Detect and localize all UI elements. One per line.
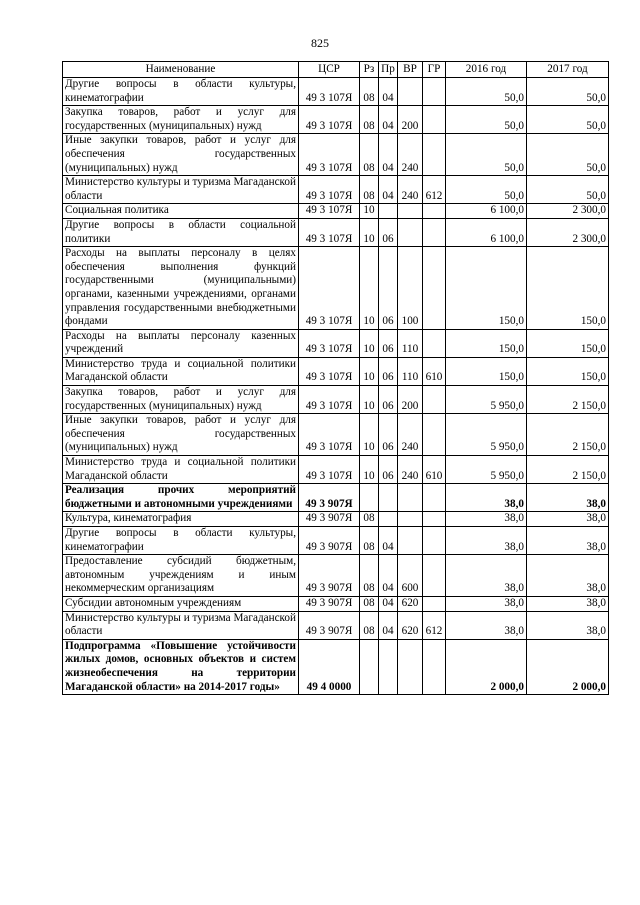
- column-header-2017: 2017 год: [527, 62, 609, 78]
- cell-vr: 240: [398, 134, 423, 176]
- cell-vr: 600: [398, 555, 423, 597]
- cell-vr: 240: [398, 414, 423, 456]
- cell-csr: 49 3 907Я: [299, 555, 360, 597]
- cell-gr: [423, 106, 446, 134]
- cell-vr: 240: [398, 456, 423, 484]
- cell-gr: [423, 218, 446, 246]
- column-header-rz: Рз: [360, 62, 379, 78]
- cell-csr: 49 3 107Я: [299, 357, 360, 385]
- table-row: [63, 414, 609, 456]
- cell-vr: 100: [398, 247, 423, 330]
- cell-pr: 04: [379, 596, 398, 611]
- cell-pr: [379, 512, 398, 527]
- cell-gr: [423, 639, 446, 694]
- cell-2017: 38,0: [527, 484, 609, 512]
- cell-rz: 10: [360, 456, 379, 484]
- cell-2016: 50,0: [446, 106, 527, 134]
- table-row: [63, 484, 609, 512]
- cell-2017: 38,0: [527, 512, 609, 527]
- table-row: [63, 218, 609, 246]
- table-row: [63, 512, 609, 527]
- cell-rz: 08: [360, 527, 379, 555]
- cell-vr: 200: [398, 106, 423, 134]
- cell-csr: 49 3 907Я: [299, 596, 360, 611]
- cell-pr: 04: [379, 78, 398, 106]
- table-row: [63, 329, 609, 357]
- cell-2017: 50,0: [527, 106, 609, 134]
- table-row: [63, 176, 609, 204]
- cell-pr: 06: [379, 386, 398, 414]
- cell-vr: [398, 512, 423, 527]
- table-row: [63, 527, 609, 555]
- cell-2017: 2 150,0: [527, 414, 609, 456]
- cell-csr: 49 3 107Я: [299, 204, 360, 219]
- cell-vr: [398, 204, 423, 219]
- cell-vr: [398, 218, 423, 246]
- cell-2017: 50,0: [527, 78, 609, 106]
- cell-2016: 5 950,0: [446, 414, 527, 456]
- cell-rz: 08: [360, 78, 379, 106]
- cell-vr: [398, 527, 423, 555]
- cell-2016: 38,0: [446, 555, 527, 597]
- cell-rz: 10: [360, 204, 379, 219]
- cell-pr: 06: [379, 414, 398, 456]
- cell-2016: 150,0: [446, 357, 527, 385]
- cell-gr: [423, 247, 446, 330]
- table-row: [63, 639, 609, 694]
- cell-name: Иные закупки товаров, работ и услуг для обеспечения государственных (муниципальных) нужд: [63, 134, 299, 176]
- cell-rz: 08: [360, 512, 379, 527]
- cell-vr: 110: [398, 329, 423, 357]
- table-row: [63, 357, 609, 385]
- table-body: [63, 78, 609, 695]
- cell-2017: 2 000,0: [527, 639, 609, 694]
- cell-gr: [423, 414, 446, 456]
- cell-pr: 06: [379, 247, 398, 330]
- table-row: [63, 106, 609, 134]
- column-header-gr: ГР: [423, 62, 446, 78]
- cell-name: Другие вопросы в области культуры, кинематографии: [63, 78, 299, 106]
- table-row: [63, 456, 609, 484]
- table-row: [63, 247, 609, 330]
- cell-2016: 50,0: [446, 78, 527, 106]
- cell-csr: 49 3 907Я: [299, 484, 360, 512]
- cell-pr: 06: [379, 218, 398, 246]
- cell-gr: 610: [423, 357, 446, 385]
- cell-2017: 38,0: [527, 527, 609, 555]
- table-row: [63, 555, 609, 597]
- cell-name: Предоставление субсидий бюджетным, автономным учреждениям и иным некоммерческим организациям: [63, 555, 299, 597]
- cell-rz: 08: [360, 596, 379, 611]
- cell-rz: 08: [360, 611, 379, 639]
- cell-name: Социальная политика: [63, 204, 299, 219]
- cell-2016: 5 950,0: [446, 386, 527, 414]
- cell-csr: 49 3 107Я: [299, 414, 360, 456]
- cell-csr: 49 3 107Я: [299, 386, 360, 414]
- cell-name: Другие вопросы в области культуры, кинематографии: [63, 527, 299, 555]
- column-header-2016: 2016 год: [446, 62, 527, 78]
- cell-name: Иные закупки товаров, работ и услуг для обеспечения государственных (муниципальных) нужд: [63, 414, 299, 456]
- table-header-row: [63, 62, 609, 78]
- cell-name: Министерство культуры и туризма Магаданской области: [63, 176, 299, 204]
- cell-csr: 49 4 0000: [299, 639, 360, 694]
- cell-gr: [423, 527, 446, 555]
- cell-rz: 10: [360, 247, 379, 330]
- cell-pr: 04: [379, 555, 398, 597]
- cell-name: Расходы на выплаты персоналу казенных учреждений: [63, 329, 299, 357]
- column-header-name: Наименование: [63, 62, 299, 78]
- cell-vr: 620: [398, 596, 423, 611]
- cell-csr: 49 3 107Я: [299, 329, 360, 357]
- cell-rz: [360, 484, 379, 512]
- cell-2017: 150,0: [527, 329, 609, 357]
- cell-name: Подпрограмма «Повышение устойчивости жилых домов, основных объектов и систем жизнеобеспечения на территории Магаданской области» на 2014-2017 годы»: [63, 639, 299, 694]
- cell-2016: 150,0: [446, 329, 527, 357]
- cell-2016: 50,0: [446, 176, 527, 204]
- cell-pr: [379, 484, 398, 512]
- cell-2016: 38,0: [446, 527, 527, 555]
- cell-pr: 04: [379, 176, 398, 204]
- cell-2016: 38,0: [446, 596, 527, 611]
- cell-csr: 49 3 107Я: [299, 78, 360, 106]
- cell-csr: 49 3 907Я: [299, 512, 360, 527]
- cell-gr: [423, 134, 446, 176]
- cell-gr: [423, 555, 446, 597]
- cell-2016: 6 100,0: [446, 218, 527, 246]
- cell-rz: 10: [360, 329, 379, 357]
- cell-name: Министерство труда и социальной политики Магаданской области: [63, 357, 299, 385]
- cell-csr: 49 3 907Я: [299, 611, 360, 639]
- cell-rz: 08: [360, 106, 379, 134]
- cell-vr: 200: [398, 386, 423, 414]
- table-row: [63, 134, 609, 176]
- cell-name: Закупка товаров, работ и услуг для государственных (муниципальных) нужд: [63, 386, 299, 414]
- cell-2017: 38,0: [527, 596, 609, 611]
- cell-name: Министерство культуры и туризма Магаданской области: [63, 611, 299, 639]
- cell-csr: 49 3 107Я: [299, 456, 360, 484]
- cell-pr: 04: [379, 134, 398, 176]
- cell-vr: [398, 484, 423, 512]
- cell-gr: [423, 78, 446, 106]
- cell-vr: [398, 78, 423, 106]
- cell-rz: 10: [360, 357, 379, 385]
- table-row: [63, 204, 609, 219]
- cell-gr: [423, 386, 446, 414]
- cell-pr: 06: [379, 329, 398, 357]
- cell-pr: [379, 204, 398, 219]
- cell-gr: [423, 484, 446, 512]
- cell-pr: 04: [379, 106, 398, 134]
- cell-name: Субсидии автономным учреждениям: [63, 596, 299, 611]
- cell-2016: 38,0: [446, 512, 527, 527]
- cell-rz: [360, 639, 379, 694]
- cell-gr: [423, 596, 446, 611]
- cell-gr: 610: [423, 456, 446, 484]
- cell-2017: 2 300,0: [527, 204, 609, 219]
- cell-gr: [423, 329, 446, 357]
- cell-vr: [398, 639, 423, 694]
- table-row: [63, 611, 609, 639]
- cell-2016: 38,0: [446, 611, 527, 639]
- cell-rz: 10: [360, 414, 379, 456]
- cell-2017: 38,0: [527, 611, 609, 639]
- cell-name: Министерство труда и социальной политики Магаданской области: [63, 456, 299, 484]
- cell-gr: [423, 204, 446, 219]
- cell-2016: 6 100,0: [446, 204, 527, 219]
- cell-csr: 49 3 107Я: [299, 106, 360, 134]
- table-row: [63, 386, 609, 414]
- cell-csr: 49 3 107Я: [299, 176, 360, 204]
- cell-2017: 2 150,0: [527, 456, 609, 484]
- cell-vr: 620: [398, 611, 423, 639]
- cell-csr: 49 3 107Я: [299, 247, 360, 330]
- cell-rz: 08: [360, 555, 379, 597]
- cell-2016: 5 950,0: [446, 456, 527, 484]
- cell-name: Другие вопросы в области социальной политики: [63, 218, 299, 246]
- cell-2017: 2 150,0: [527, 386, 609, 414]
- cell-name: Культура, кинематография: [63, 512, 299, 527]
- cell-vr: 110: [398, 357, 423, 385]
- cell-rz: 08: [360, 176, 379, 204]
- cell-csr: 49 3 107Я: [299, 218, 360, 246]
- cell-gr: 612: [423, 176, 446, 204]
- cell-pr: [379, 639, 398, 694]
- table-row: [63, 78, 609, 106]
- cell-csr: 49 3 907Я: [299, 527, 360, 555]
- cell-2016: 38,0: [446, 484, 527, 512]
- cell-2017: 2 300,0: [527, 218, 609, 246]
- cell-2017: 50,0: [527, 176, 609, 204]
- cell-name: Расходы на выплаты персоналу в целях обеспечения выполнения функций государственными (муниципальными) органами, казенными учреждениями, органами управления государственными внебюджетными фондами: [63, 247, 299, 330]
- cell-rz: 10: [360, 218, 379, 246]
- cell-pr: 04: [379, 527, 398, 555]
- column-header-csr: ЦСР: [299, 62, 360, 78]
- cell-pr: 06: [379, 357, 398, 385]
- cell-csr: 49 3 107Я: [299, 134, 360, 176]
- table-row: [63, 596, 609, 611]
- cell-2017: 150,0: [527, 247, 609, 330]
- cell-2016: 150,0: [446, 247, 527, 330]
- cell-gr: [423, 512, 446, 527]
- column-header-pr: Пр: [379, 62, 398, 78]
- cell-rz: 08: [360, 134, 379, 176]
- cell-rz: 10: [360, 386, 379, 414]
- cell-pr: 06: [379, 456, 398, 484]
- budget-table: [62, 61, 609, 695]
- page-number: 825: [311, 36, 329, 50]
- cell-pr: 04: [379, 611, 398, 639]
- cell-2017: 38,0: [527, 555, 609, 597]
- cell-2016: 50,0: [446, 134, 527, 176]
- cell-2016: 2 000,0: [446, 639, 527, 694]
- cell-2017: 50,0: [527, 134, 609, 176]
- cell-name: Реализация прочих мероприятий бюджетными и автономными учреждениями: [63, 484, 299, 512]
- column-header-vr: ВР: [398, 62, 423, 78]
- cell-vr: 240: [398, 176, 423, 204]
- cell-2017: 150,0: [527, 357, 609, 385]
- cell-name: Закупка товаров, работ и услуг для государственных (муниципальных) нужд: [63, 106, 299, 134]
- cell-gr: 612: [423, 611, 446, 639]
